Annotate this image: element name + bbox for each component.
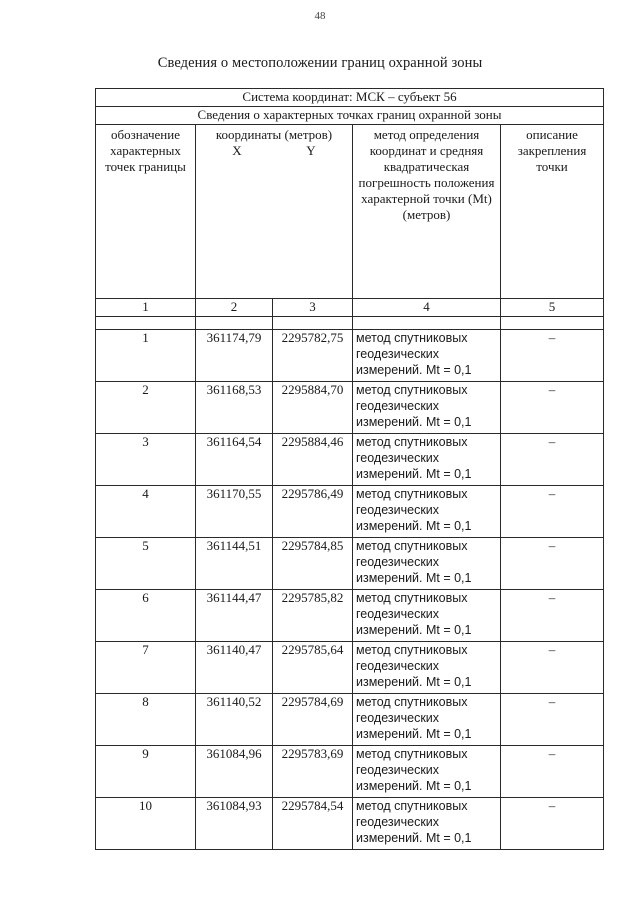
column-number-row [96, 299, 604, 317]
method-cell: метод спутниковых геодезических измерений. Mt = 0,1 [353, 434, 501, 486]
column-number: 5 [501, 299, 604, 317]
spacer-cell [196, 317, 273, 330]
table-row [96, 798, 604, 850]
points-header-row [96, 107, 604, 125]
column-header-point [96, 125, 196, 299]
point-cell: 3 [96, 434, 196, 486]
table-row [96, 538, 604, 590]
method-cell: метод спутниковых геодезических измерений. Mt = 0,1 [353, 590, 501, 642]
document-title: Сведения о местоположении границ охранной зоны [157, 55, 483, 71]
spacer-row [96, 317, 604, 330]
method-cell: метод спутниковых геодезических измерений. Mt = 0,1 [353, 798, 501, 850]
x-coordinate-cell: 361140,47 [196, 642, 273, 694]
column-number: 2 [196, 299, 273, 317]
description-cell: – [501, 746, 604, 798]
table-row [96, 330, 604, 382]
method-cell: метод спутниковых геодезических измерений. Mt = 0,1 [353, 746, 501, 798]
method-cell: метод спутниковых геодезических измерений. Mt = 0,1 [353, 642, 501, 694]
column-header-x: X [232, 143, 242, 158]
x-coordinate-cell: 361174,79 [196, 330, 273, 382]
point-cell: 6 [96, 590, 196, 642]
column-header-method [353, 125, 501, 299]
method-cell: метод спутниковых геодезических измерений. Mt = 0,1 [353, 382, 501, 434]
y-coordinate-cell: 2295783,69 [273, 746, 353, 798]
table-row [96, 642, 604, 694]
point-cell: 8 [96, 694, 196, 746]
description-cell: – [501, 382, 604, 434]
coordinate-system-header: Система координат: МСК – субъект 56 [96, 89, 604, 107]
points-info-header: Сведения о характерных точках границ охранной зоны [96, 107, 604, 125]
column-header-y: Y [306, 143, 316, 158]
method-cell: метод спутниковых геодезических измерений. Mt = 0,1 [353, 538, 501, 590]
x-coordinate-cell: 361170,55 [196, 486, 273, 538]
description-cell: – [501, 538, 604, 590]
column-header-coordinates-text: координаты (метров) [215, 127, 333, 142]
x-coordinate-cell: 361084,96 [196, 746, 273, 798]
spacer-cell [353, 317, 501, 330]
column-header-description [501, 125, 604, 299]
description-cell: – [501, 590, 604, 642]
column-number: 1 [96, 299, 196, 317]
method-cell: метод спутниковых геодезических измерений. Mt = 0,1 [353, 694, 501, 746]
y-coordinate-cell: 2295785,64 [273, 642, 353, 694]
x-coordinate-cell: 361140,52 [196, 694, 273, 746]
y-coordinate-cell: 2295785,82 [273, 590, 353, 642]
spacer-cell [273, 317, 353, 330]
column-header-coordinates [196, 125, 353, 299]
y-coordinate-cell: 2295884,46 [273, 434, 353, 486]
page-number: 48 [314, 10, 326, 22]
method-cell: метод спутниковых геодезических измерений. Mt = 0,1 [353, 486, 501, 538]
table-row [96, 590, 604, 642]
y-coordinate-cell: 2295884,70 [273, 382, 353, 434]
column-number: 4 [353, 299, 501, 317]
table-row [96, 746, 604, 798]
spacer-cell [501, 317, 604, 330]
point-cell: 9 [96, 746, 196, 798]
table-row [96, 694, 604, 746]
y-coordinate-cell: 2295782,75 [273, 330, 353, 382]
y-coordinate-cell: 2295784,85 [273, 538, 353, 590]
point-cell: 5 [96, 538, 196, 590]
x-coordinate-cell: 361144,47 [196, 590, 273, 642]
column-number: 3 [273, 299, 353, 317]
x-coordinate-cell: 361164,54 [196, 434, 273, 486]
spacer-cell [96, 317, 196, 330]
x-coordinate-cell: 361084,93 [196, 798, 273, 850]
description-cell: – [501, 642, 604, 694]
description-cell: – [501, 694, 604, 746]
column-header-method-text: метод определения координат и средняя квадратическая погрешность положения характерной точки (Mt) (метров) [358, 127, 495, 222]
description-cell: – [501, 434, 604, 486]
point-cell: 4 [96, 486, 196, 538]
point-cell: 2 [96, 382, 196, 434]
point-cell: 1 [96, 330, 196, 382]
column-header-point-text: обозначение характерных точек границы [105, 127, 186, 174]
system-header-row [96, 89, 604, 107]
point-cell: 7 [96, 642, 196, 694]
description-cell: – [501, 330, 604, 382]
y-coordinate-cell: 2295784,69 [273, 694, 353, 746]
description-cell: – [501, 798, 604, 850]
point-cell: 10 [96, 798, 196, 850]
table-row [96, 434, 604, 486]
column-header-row [96, 125, 604, 299]
y-coordinate-cell: 2295786,49 [273, 486, 353, 538]
description-cell: – [501, 486, 604, 538]
table-row [96, 486, 604, 538]
method-cell: метод спутниковых геодезических измерений. Mt = 0,1 [353, 330, 501, 382]
y-coordinate-cell: 2295784,54 [273, 798, 353, 850]
x-coordinate-cell: 361144,51 [196, 538, 273, 590]
x-coordinate-cell: 361168,53 [196, 382, 273, 434]
column-header-description-text: описание закрепления точки [517, 127, 587, 174]
table-row [96, 382, 604, 434]
coordinates-table [95, 88, 604, 850]
